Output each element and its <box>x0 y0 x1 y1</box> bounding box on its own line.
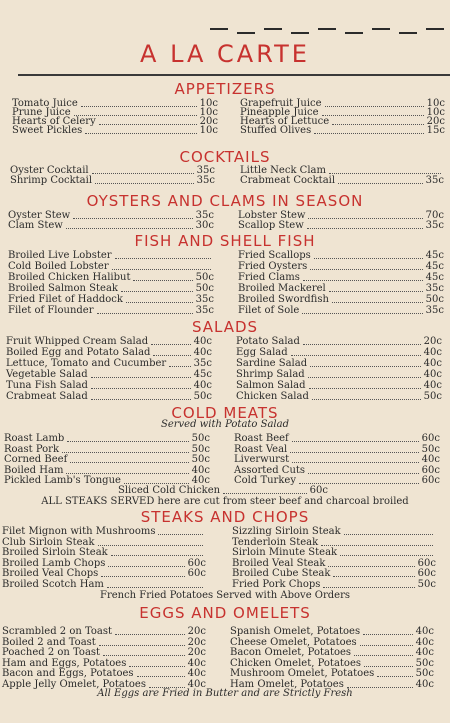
cold-meats-subtitle: Served with Potato Salad <box>160 419 289 430</box>
leader-dots <box>344 534 433 535</box>
menu-item <box>10 175 215 186</box>
menu-item <box>6 391 212 402</box>
item-price: 40c <box>415 626 434 637</box>
leader-dots <box>303 344 421 345</box>
menu-item <box>232 579 436 590</box>
leader-dots <box>354 655 413 656</box>
leader-dots <box>291 355 421 356</box>
leader-dots <box>91 388 191 389</box>
item-name: Little Neck Clam <box>240 165 326 176</box>
leader-dots <box>292 441 419 442</box>
item-price: 50c <box>195 283 214 294</box>
leader-dots <box>360 645 413 646</box>
item-name: Roast Lamb <box>4 433 65 444</box>
item-price: 35c <box>195 294 214 305</box>
item-name: Broiled Lamb Chops <box>2 557 106 569</box>
menu-item <box>2 637 206 648</box>
item-price: 60c <box>421 433 440 444</box>
item-price: 35c <box>195 210 214 221</box>
item-name: Scallop Stew <box>238 220 304 231</box>
item-name: Corned Beef <box>4 454 68 465</box>
leader-dots <box>292 462 419 463</box>
leader-dots <box>85 133 196 134</box>
title-rule <box>18 74 450 76</box>
menu-item <box>232 526 436 537</box>
menu-item <box>238 294 444 305</box>
leader-dots <box>115 258 211 259</box>
menu-item <box>4 454 210 465</box>
menu-item <box>232 568 436 579</box>
menu-item <box>2 679 206 690</box>
item-name: Broiled Mackerel <box>238 283 326 294</box>
item-name: Bacon Omelet, Potatoes <box>230 647 352 658</box>
steaks-note: ALL STEAKS SERVED here are cut from steer beef and charcoal broiled <box>41 496 409 507</box>
item-name: Cold Turkey <box>234 475 296 486</box>
item-name: Clam Stew <box>8 220 63 231</box>
item-price: 35c <box>425 220 444 231</box>
menu-item <box>8 272 214 283</box>
item-price: 20c <box>187 636 206 648</box>
cocktails-title: COCKTAILS <box>179 148 271 166</box>
menu-item <box>234 454 440 465</box>
item-name: Broiled Chicken Halibut <box>8 272 131 283</box>
item-price: 35c <box>425 175 444 186</box>
menu-item <box>12 125 218 136</box>
item-price: 35c <box>425 305 444 316</box>
menu-item <box>230 637 434 648</box>
appetizers-title: APPETIZERS <box>174 80 276 98</box>
item-name: Shrimp Salad <box>236 369 305 380</box>
item-name: Fried Scallops <box>238 250 311 261</box>
menu-item <box>2 537 206 548</box>
leader-dots <box>124 483 189 484</box>
item-name: Oyster Stew <box>8 210 71 221</box>
item-name: Broiled Sirloin Steak <box>2 547 108 558</box>
item-price: 40c <box>423 358 442 369</box>
item-price: 50c <box>423 391 442 402</box>
item-price: 10c <box>426 107 445 118</box>
menu-item <box>238 261 444 272</box>
item-name: Crabmeat Salad <box>6 391 88 402</box>
item-name: Potato Salad <box>236 336 300 347</box>
item-name: Shrimp Cocktail <box>10 175 93 186</box>
leader-dots <box>62 452 189 453</box>
menu-item <box>2 626 206 637</box>
menu-item <box>240 175 444 186</box>
item-name: Club Sirloin Steak <box>2 536 95 548</box>
menu-item <box>236 369 442 380</box>
item-name: Fried Clams <box>238 272 300 283</box>
leader-dots <box>92 173 194 174</box>
item-price: 40c <box>423 369 442 380</box>
leader-dots <box>363 634 413 635</box>
leader-dots <box>312 399 421 400</box>
menu-item <box>236 347 442 358</box>
item-price: 50c <box>421 443 440 455</box>
leader-dots <box>137 676 185 677</box>
item-name: Filet Mignon with Mushrooms <box>2 526 156 537</box>
item-name: Sardine Salad <box>236 358 308 369</box>
menu-item <box>6 347 212 358</box>
leader-dots <box>299 483 419 484</box>
leader-dots <box>309 388 421 389</box>
item-name: Hearts of Lettuce <box>240 116 330 127</box>
dash <box>264 28 282 30</box>
leader-dots <box>70 462 188 463</box>
item-price: 15c <box>426 125 445 136</box>
leader-dots <box>329 291 423 292</box>
menu-item <box>230 626 434 637</box>
item-price: 40c <box>415 636 434 648</box>
item-price: 60c <box>309 485 328 496</box>
leader-dots <box>302 313 422 314</box>
item-name: Broiled Swordfish <box>238 294 329 305</box>
item-price: 60c <box>421 464 440 476</box>
leader-dots <box>91 377 191 378</box>
dash <box>237 32 255 34</box>
menu-item <box>230 647 434 658</box>
menu-item <box>238 250 444 261</box>
leader-dots <box>333 576 414 577</box>
menu-item <box>2 526 206 537</box>
item-name: Fruit Whipped Cream Salad <box>6 336 149 347</box>
leader-dots <box>364 666 413 667</box>
item-price: 45c <box>193 369 212 380</box>
leader-dots <box>314 133 423 134</box>
menu-item <box>238 305 444 316</box>
menu-item <box>8 305 214 316</box>
item-name: Filet of Flounder <box>8 305 94 316</box>
item-name: Lettuce, Tomato and Cucumber <box>6 358 167 369</box>
item-price: 40c <box>415 647 434 658</box>
item-price: 60c <box>187 568 206 579</box>
item-price: 35c <box>196 165 215 176</box>
item-price: 45c <box>425 272 444 283</box>
leader-dots <box>151 344 191 345</box>
item-name: Liverwurst <box>234 454 290 465</box>
menu-item <box>6 336 212 347</box>
item-name: Chicken Salad <box>236 391 309 402</box>
item-name: Boiled 2 and Toast <box>2 636 96 648</box>
item-price: 40c <box>187 657 206 669</box>
leader-dots <box>67 441 188 442</box>
item-name: Roast Pork <box>4 443 60 455</box>
leader-dots <box>158 534 203 535</box>
leader-dots <box>310 366 421 367</box>
menu-item <box>234 444 440 455</box>
menu-item <box>232 537 436 548</box>
item-price: 60c <box>421 475 440 486</box>
item-name: Cold Boiled Lobster <box>8 261 109 272</box>
menu-item <box>4 433 210 444</box>
item-name: Mushroom Omelet, Potatoes <box>230 668 375 679</box>
menu-title: A LA CARTE <box>140 40 310 68</box>
item-name: Broiled Veal Chops <box>2 568 99 579</box>
item-name: Roast Veal <box>234 443 288 455</box>
item-price: 45c <box>425 250 444 261</box>
leader-dots <box>149 687 185 688</box>
item-name: Grapefruit Juice <box>240 98 322 109</box>
menu-item <box>4 475 210 486</box>
item-name: Stuffed Olives <box>240 125 312 136</box>
leader-dots <box>129 666 184 667</box>
menu-item <box>234 465 440 476</box>
item-name: Fried Pork Chops <box>232 578 321 590</box>
leader-dots <box>115 634 185 635</box>
menu-item <box>238 220 444 231</box>
dash <box>210 28 228 30</box>
menu-item <box>230 679 434 690</box>
item-name: Vegetable Salad <box>6 369 88 380</box>
item-price: 30c <box>195 220 214 231</box>
menu-item <box>236 358 442 369</box>
menu-item <box>8 294 214 305</box>
leader-dots <box>103 655 185 656</box>
leader-dots <box>323 587 414 588</box>
leader-dots <box>101 576 184 577</box>
item-price: 40c <box>193 336 212 347</box>
item-name: Spanish Omelet, Potatoes <box>230 626 361 637</box>
item-price: 60c <box>187 557 206 569</box>
menu-item <box>6 380 212 391</box>
leader-dots <box>377 676 412 677</box>
dash <box>372 28 390 30</box>
leader-dots <box>126 302 193 303</box>
leader-dots <box>97 313 193 314</box>
leader-dots <box>66 228 193 229</box>
item-price: 40c <box>191 464 210 476</box>
item-name: Scrambled 2 on Toast <box>2 626 112 637</box>
menu-item <box>2 658 206 669</box>
leader-dots <box>307 228 423 229</box>
leader-dots <box>223 493 307 494</box>
item-price: 20c <box>423 336 442 347</box>
item-name: Sirloin Minute Steak <box>232 547 338 558</box>
leader-dots <box>169 366 190 367</box>
item-price: 40c <box>191 475 210 486</box>
fish-title: FISH AND SHELL FISH <box>134 232 316 250</box>
leader-dots <box>133 280 192 281</box>
item-price: 20c <box>187 647 206 658</box>
item-name: Oyster Cocktail <box>10 165 89 176</box>
item-price: 40c <box>421 454 440 465</box>
item-name: Boiled Egg and Potato Salad <box>6 347 151 358</box>
dash <box>291 32 309 34</box>
eggs-note: All Eggs are Fried in Butter and are Strictly Fresh <box>97 688 353 699</box>
item-name: Egg Salad <box>236 347 288 358</box>
item-price: 50c <box>417 578 436 590</box>
item-name: Salmon Salad <box>236 380 306 391</box>
fries-note: French Fried Potatoes Served with Above Orders <box>100 590 350 601</box>
menu-item <box>2 647 206 658</box>
item-name: Broiled Veal Steak <box>232 557 326 569</box>
menu-item <box>2 558 206 569</box>
leader-dots <box>314 258 423 259</box>
item-price: 10c <box>199 98 218 109</box>
item-price: 40c <box>193 380 212 391</box>
cold-meats-center-item <box>118 485 328 496</box>
steaks-title: STEAKS AND CHOPS <box>140 508 310 526</box>
item-price: 20c <box>426 116 445 127</box>
leader-dots <box>111 555 203 556</box>
item-price: 35c <box>193 358 212 369</box>
leader-dots <box>99 645 185 646</box>
menu-item <box>4 465 210 476</box>
item-name: Filet of Sole <box>238 305 300 316</box>
leader-dots <box>308 473 419 474</box>
item-name: Tenderloin Steak <box>232 536 319 548</box>
item-price: 50c <box>191 454 210 465</box>
item-price: 40c <box>423 347 442 358</box>
leader-dots <box>95 183 194 184</box>
item-name: Poached 2 on Toast <box>2 647 101 658</box>
item-price: 45c <box>425 261 444 272</box>
item-name: Roast Beef <box>234 433 289 444</box>
menu-item <box>230 668 434 679</box>
item-price: 10c <box>426 98 445 109</box>
item-name: Ham and Eggs, Potatoes <box>2 657 127 669</box>
eggs-title: EGGS AND OMELETS <box>139 604 311 622</box>
item-price: 50c <box>415 668 434 679</box>
menu-item <box>8 250 214 261</box>
leader-dots <box>338 183 423 184</box>
item-price: 60c <box>417 557 436 569</box>
item-name: Pickled Lamb's Tongue <box>4 475 121 486</box>
leader-dots <box>112 269 211 270</box>
item-name: Fried Filet of Haddock <box>8 294 123 305</box>
cold-meats-title: COLD MEATS <box>171 404 279 422</box>
item-name: Sweet Pickles <box>12 125 83 136</box>
leader-dots <box>73 218 192 219</box>
menu-item <box>232 558 436 569</box>
item-name: Broiled Live Lobster <box>8 250 112 261</box>
item-price: 35c <box>196 175 215 186</box>
menu-item <box>238 272 444 283</box>
menu-item <box>6 358 212 369</box>
item-price: 10c <box>199 125 218 136</box>
leader-dots <box>347 687 413 688</box>
menu-item <box>240 125 445 136</box>
item-name: Apple Jelly Omelet, Potatoes <box>2 678 146 690</box>
menu-item <box>234 475 440 486</box>
menu-item <box>236 336 442 347</box>
item-price: 20c <box>187 626 206 637</box>
menu-item <box>236 380 442 391</box>
item-name: Tuna Fish Salad <box>6 380 88 391</box>
item-name: Broiled Cube Steak <box>232 568 331 579</box>
menu-item <box>238 283 444 294</box>
menu-item <box>4 444 210 455</box>
menu-item <box>2 579 206 590</box>
item-name: Sizzling Sirloin Steak <box>232 526 341 537</box>
leader-dots <box>308 377 421 378</box>
item-name: Ham Omelet, Potatoes <box>230 678 344 690</box>
leader-dots <box>98 545 203 546</box>
leader-dots <box>308 218 422 219</box>
item-price: 35c <box>425 283 444 294</box>
item-name: Broiled Salmon Steak <box>8 283 118 294</box>
item-name: Tomato Juice <box>12 98 78 109</box>
menu-item <box>8 220 214 231</box>
item-name: Assorted Cuts <box>234 464 306 476</box>
leader-dots <box>340 555 433 556</box>
item-price: 20c <box>199 116 218 127</box>
item-price: 70c <box>425 210 444 221</box>
item-price: 50c <box>191 433 210 444</box>
item-name: Cheese Omelet, Potatoes <box>230 636 357 648</box>
salads-title: SALADS <box>191 318 259 336</box>
menu-item <box>6 369 212 380</box>
menu-item <box>236 391 442 402</box>
item-name: Boiled Ham <box>4 464 64 476</box>
item-name: Prune Juice <box>12 107 71 118</box>
dash <box>318 28 336 30</box>
item-price: 40c <box>193 347 212 358</box>
dash <box>399 32 417 34</box>
item-price: 50c <box>191 443 210 455</box>
item-price: 10c <box>199 107 218 118</box>
leader-dots <box>153 355 190 356</box>
leader-dots <box>290 452 418 453</box>
leader-dots <box>121 291 193 292</box>
item-name: Broiled Scotch Ham <box>2 578 104 590</box>
item-name: Crabmeat Cocktail <box>240 175 336 186</box>
item-price: 50c <box>193 391 212 402</box>
item-price: 40c <box>423 380 442 391</box>
item-name: Chicken Omelet, Potatoes <box>230 657 361 669</box>
item-price: 40c <box>187 678 206 690</box>
menu-item <box>230 658 434 669</box>
dash <box>426 28 444 30</box>
menu-item <box>2 668 206 679</box>
item-name: Fried Oysters <box>238 261 308 272</box>
leader-dots <box>66 473 188 474</box>
leader-dots <box>310 269 422 270</box>
menu-item <box>232 547 436 558</box>
item-price: 60c <box>417 568 436 579</box>
item-price: 50c <box>415 657 434 669</box>
menu-item <box>2 547 206 558</box>
leader-dots <box>303 280 423 281</box>
item-price: 35c <box>195 305 214 316</box>
item-name: Hearts of Celery <box>12 116 96 127</box>
item-name: Bacon and Eggs, Potatoes <box>2 668 134 679</box>
leader-dots <box>107 587 203 588</box>
item-name: Lobster Stew <box>238 210 306 221</box>
item-name: Sliced Cold Chicken <box>118 485 221 496</box>
menu-item <box>8 283 214 294</box>
menu-item <box>234 433 440 444</box>
item-price: 50c <box>425 294 444 305</box>
item-name: Pineapple Juice <box>240 107 319 118</box>
item-price: 40c <box>415 678 434 690</box>
dash <box>345 32 363 34</box>
oysters-title: OYSTERS AND CLAMS IN SEASON <box>86 192 364 210</box>
leader-dots <box>91 399 191 400</box>
leader-dots <box>332 302 423 303</box>
item-price: 50c <box>195 272 214 283</box>
leader-dots <box>321 545 433 546</box>
menu-item <box>2 568 206 579</box>
item-price: 40c <box>187 668 206 679</box>
menu-item <box>8 261 214 272</box>
leader-dots <box>329 173 441 174</box>
leader-dots <box>328 566 414 567</box>
leader-dots <box>108 566 184 567</box>
